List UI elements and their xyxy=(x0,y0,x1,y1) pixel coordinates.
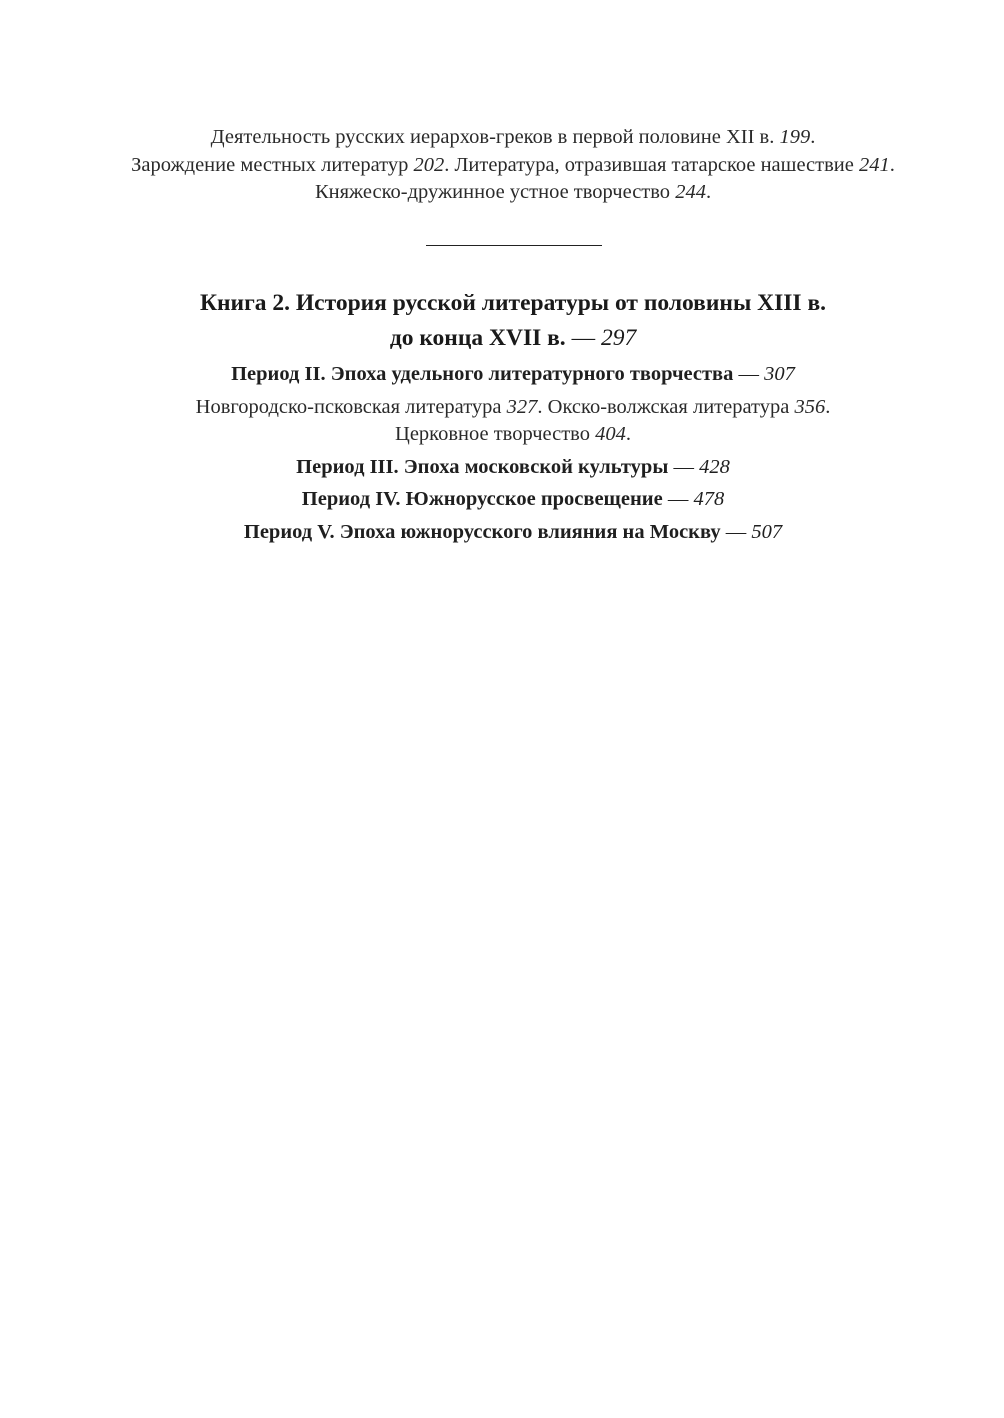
toc-page-number: 199 xyxy=(779,126,811,148)
toc-entry-text: Окско-волжская литература xyxy=(547,396,790,418)
toc-entry-text: Церковное творчество xyxy=(395,423,590,445)
period-heading-iv: Период IV. Южнорусское просвещение — 478 xyxy=(301,488,725,510)
toc-intro-paragraph: Деятельность русских иерархов-греков в первой половине XII в. 199. Зарождение местных литератур 202. Литература, отразившая татарское нашествие 241. Княжеско-дружинное устное творчество 244. xyxy=(131,126,895,203)
toc-page-number: 356 xyxy=(794,396,826,418)
period-title: Период V. Эпоха южнорусского влияния на Москву xyxy=(243,521,721,543)
toc-page-number: 297 xyxy=(600,325,637,351)
toc-page-number: 507 xyxy=(751,521,783,543)
toc-entry-text: Деятельность русских иерархов-греков в первой половине XII в. xyxy=(210,126,775,148)
toc-page-number: 404 xyxy=(595,423,626,445)
period-heading-ii: Период II. Эпоха удельного литературного творчества — 307 xyxy=(231,363,795,385)
book-heading xyxy=(100,286,926,356)
section-divider xyxy=(426,245,602,246)
toc-page-number: 202 xyxy=(413,153,445,176)
book-title-line2: до конца XVII в. xyxy=(389,325,566,351)
toc-entry-text: Новгородско-псковская литература xyxy=(195,396,502,418)
toc-page-number: 244 xyxy=(675,181,706,203)
period-title: Период II. Эпоха удельного литературного творчества xyxy=(231,363,734,385)
book-title-line1: Книга 2. История русской литературы от половины XIII в. xyxy=(199,290,827,316)
toc-page-number: 241 xyxy=(859,153,890,176)
toc-page-number: 307 xyxy=(764,363,795,385)
period-title: Период III. Эпоха московской культуры xyxy=(296,456,669,478)
toc-entry-text: Княжеско-дружинное устное творчество xyxy=(314,181,671,203)
book-page-ref: — 297 xyxy=(571,325,637,351)
toc-page-number: 478 xyxy=(693,488,725,510)
period-ii-subentries: Новгородско-псковская литература 327. Окско-волжская литература 356. Церковное творчество 404. xyxy=(195,396,831,445)
toc-page-number: 327 xyxy=(506,396,538,418)
period-heading-v: Период V. Эпоха южнорусского влияния на Москву — 507 xyxy=(243,521,783,543)
toc-entry-text: Зарождение местных литератур xyxy=(131,153,409,176)
toc-page-number: 428 xyxy=(699,456,730,478)
period-title: Период IV. Южнорусское просвещение xyxy=(301,488,663,510)
period-heading-iii: Период III. Эпоха московской культуры — 428 xyxy=(296,456,730,478)
toc-entry-text: Литература, отразившая татарское нашествие xyxy=(454,153,854,176)
